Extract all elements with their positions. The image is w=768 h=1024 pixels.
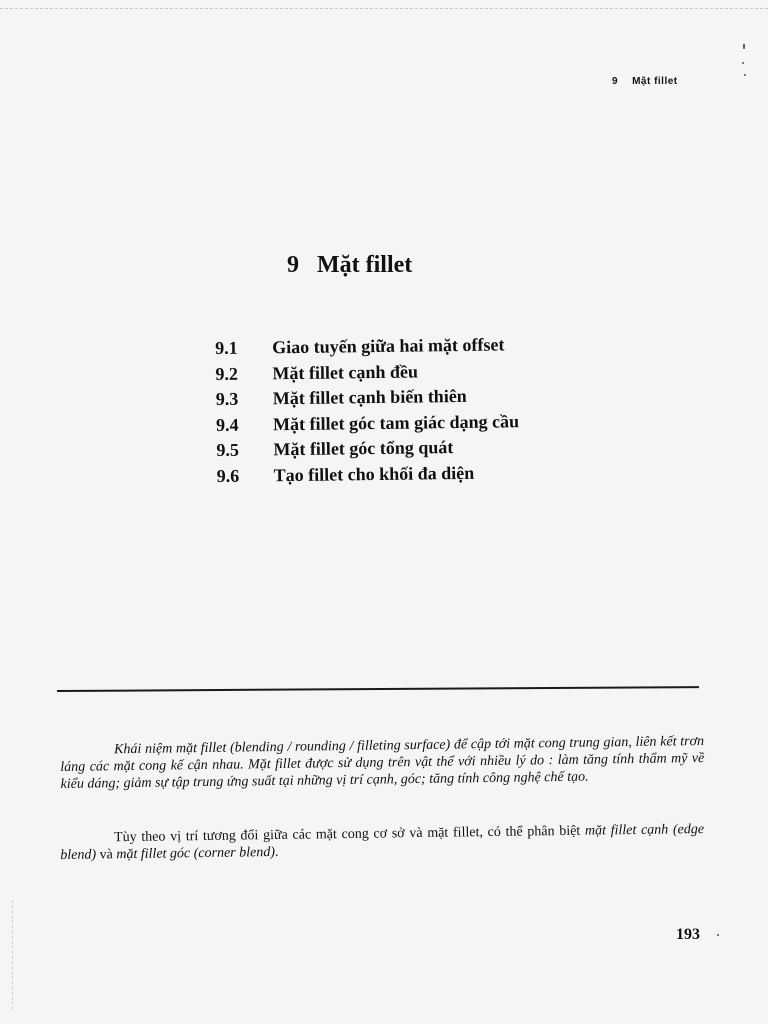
table-of-contents	[215, 331, 637, 489]
chapter-number: 9	[287, 252, 299, 278]
page-number: 193	[676, 926, 700, 943]
intro-paragraph: Khái niệm mặt fillet (blending / rounding / filleting surface) để cập tới mặt cong trung gian, liên kết trơn láng các mặt cong kế cận nhau. Mặt fillet được sử dụng trên vật thể với nhiều lý do : làm tăng tính thẩm mỹ về kiểu dáng; giảm sự tập trung ứng suất tại những vị trí cạnh, góc; tăng tính công nghệ chế tạo.	[60, 734, 705, 792]
running-header-chapter-title: Mặt fillet	[632, 76, 678, 87]
toc-item-label: Giao tuyến giữa hai mặt offset	[272, 334, 505, 358]
toc-item-number: 9.2	[215, 363, 239, 384]
running-header	[612, 76, 678, 87]
toc-item-label: Mặt fillet cạnh biến thiên	[272, 385, 467, 409]
running-header-chapter-number: 9	[612, 76, 619, 87]
scan-speck	[717, 934, 719, 936]
toc-item-label: Mặt fillet góc tam giác dạng cầu	[272, 410, 520, 434]
toc-item-label: Tạo fillet cho khối đa diện	[273, 462, 475, 485]
edge-blend-term: mặt fillet cạnh (edge blend)	[60, 822, 705, 863]
blend-types-paragraph	[60, 821, 704, 864]
toc-item-number: 9.5	[216, 439, 240, 460]
scan-edge-left	[12, 900, 14, 1010]
toc-item-label: Mặt fillet cạnh đều	[272, 361, 419, 383]
toc-item-number: 9.3	[215, 388, 239, 409]
paragraph-text: .	[274, 844, 279, 861]
paragraph-text: và	[96, 847, 117, 863]
toc-item-label: Mặt fillet góc tổng quát	[273, 437, 454, 460]
scan-speck	[744, 74, 746, 76]
chapter-title-text: Mặt fillet	[317, 252, 413, 278]
chapter-title	[287, 252, 412, 279]
toc-item-number: 9.4	[215, 414, 239, 435]
toc-item-number: 9.1	[215, 337, 238, 358]
toc-item	[217, 458, 637, 489]
scan-edge-top	[0, 0, 768, 9]
scan-speck	[743, 44, 745, 49]
paragraph-text: Tùy theo vị trí tương đối giữa các mặt cong cơ sở và mặt fillet, có thể phân biệt	[114, 823, 586, 846]
scan-speck	[742, 62, 744, 64]
section-divider	[57, 686, 699, 692]
corner-blend-term: mặt fillet góc (corner blend)	[116, 845, 276, 863]
toc-item-number: 9.6	[216, 465, 240, 486]
